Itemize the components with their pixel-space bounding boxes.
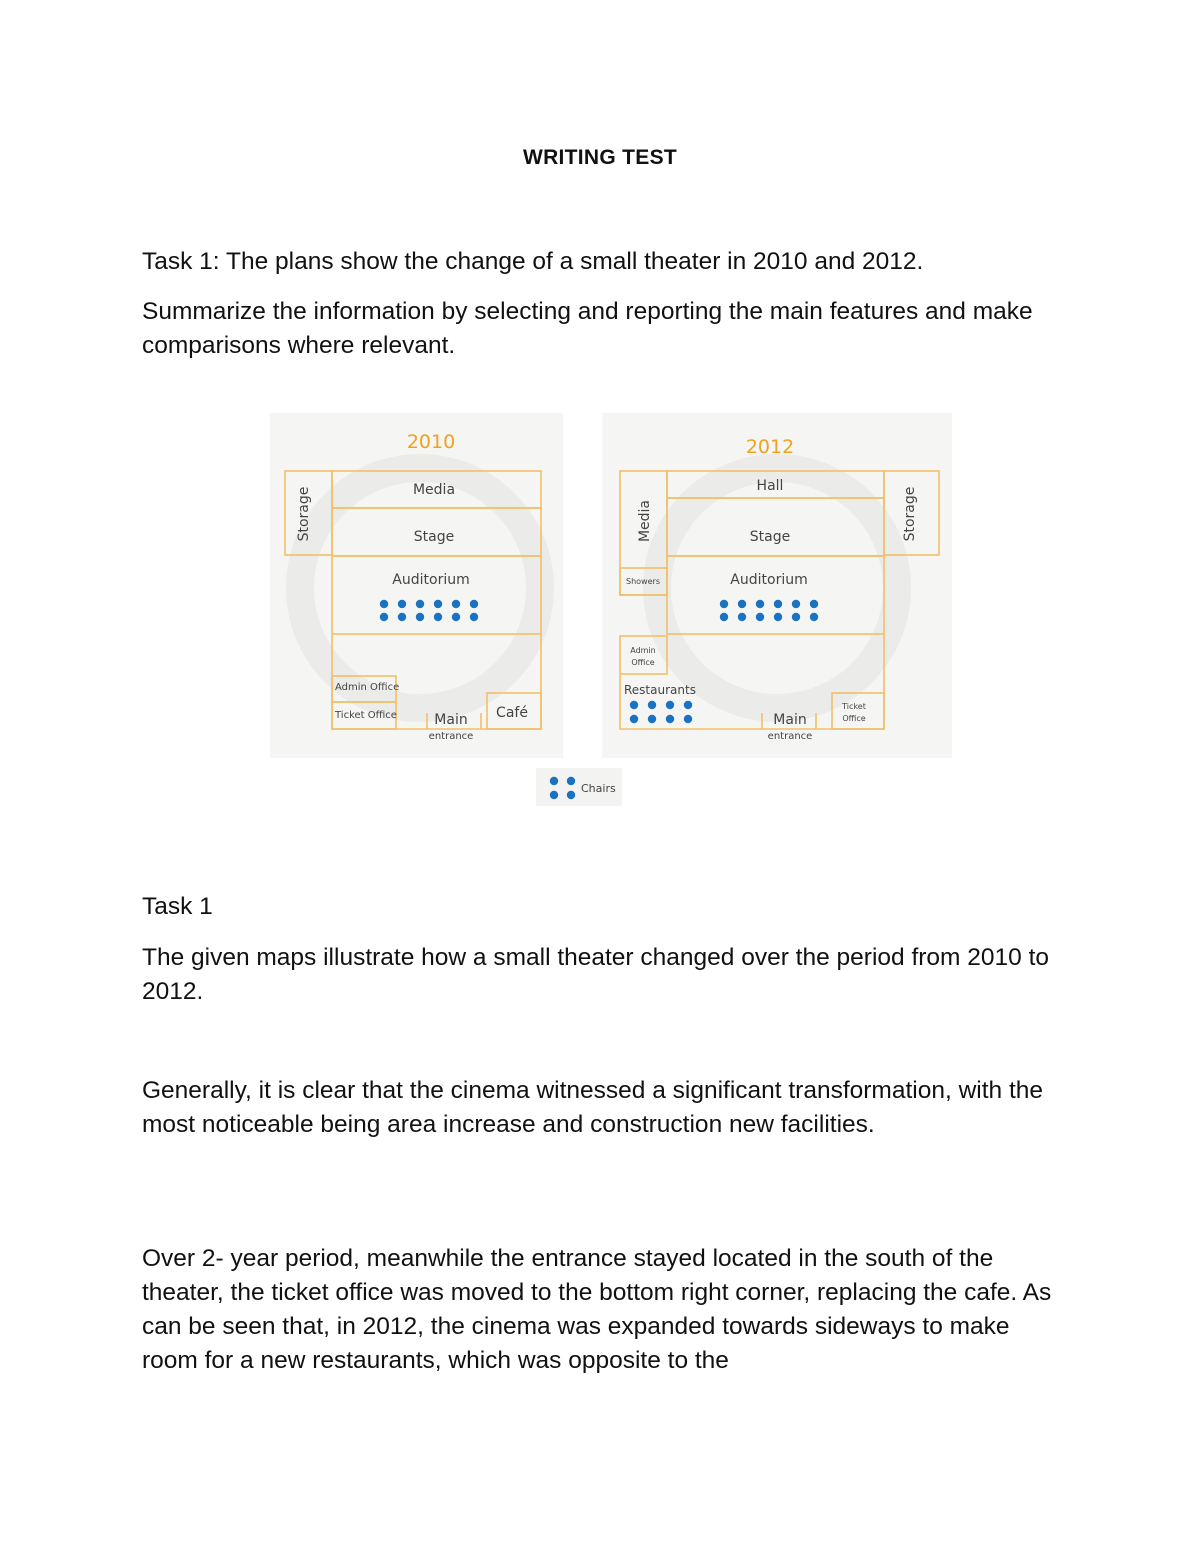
main-label: Main xyxy=(434,712,468,728)
ticket-office-label: Ticket Office xyxy=(335,710,397,721)
chair xyxy=(684,701,692,709)
chair xyxy=(567,777,575,785)
entrance-label: entrance xyxy=(767,731,813,742)
media-label: Media xyxy=(637,499,653,543)
chair xyxy=(774,613,782,621)
auditorium-chairs xyxy=(380,600,478,621)
chair xyxy=(452,613,460,621)
chair xyxy=(792,600,800,608)
chair xyxy=(684,715,692,723)
page-title: WRITING TEST xyxy=(522,146,678,169)
chair xyxy=(756,600,764,608)
chair xyxy=(810,613,818,621)
legend-chair-icon xyxy=(550,777,575,799)
chair xyxy=(810,600,818,608)
auditorium-room xyxy=(332,556,541,634)
entrance-label: entrance xyxy=(428,731,474,742)
chair xyxy=(666,701,674,709)
task-prompt-line1: Task 1: The plans show the change of a small theater in 2010 and 2012. xyxy=(142,248,924,275)
chair xyxy=(434,613,442,621)
showers-label: Showers xyxy=(626,577,660,586)
chair xyxy=(648,701,656,709)
chair xyxy=(738,600,746,608)
chair xyxy=(416,600,424,608)
chair xyxy=(720,600,728,608)
chair xyxy=(630,701,638,709)
admin-office-label-2: Office xyxy=(631,658,655,667)
answer-heading: Task 1 xyxy=(142,893,213,920)
chair xyxy=(792,613,800,621)
chair xyxy=(470,613,478,621)
map-2012-drawing xyxy=(602,413,952,758)
storage-label: Storage xyxy=(902,486,918,542)
chair xyxy=(380,600,388,608)
stage-label: Stage xyxy=(749,529,791,545)
hall-label: Hall xyxy=(756,478,784,494)
legend-drawing xyxy=(536,768,622,806)
chair xyxy=(720,613,728,621)
chair xyxy=(774,600,782,608)
chair xyxy=(398,600,406,608)
task-prompt-line2: Summarize the information by selecting and reporting the main features and make comparisons where relevant. xyxy=(142,298,1033,359)
chair xyxy=(416,613,424,621)
answer-paragraph-1: The given maps illustrate how a small theater changed over the period from 2010 to 2012. xyxy=(142,944,1050,1005)
stage-label: Stage xyxy=(413,529,455,545)
chair xyxy=(756,613,764,621)
chair xyxy=(380,613,388,621)
ticket-office-label-1: Ticket xyxy=(842,702,866,711)
answer-paragraph-2: Generally, it is clear that the cinema witnessed a significant transformation, with the most noticeable being area increase and construction new facilities. xyxy=(142,1077,1044,1138)
auditorium-chairs xyxy=(720,600,818,621)
storage-label: Storage xyxy=(296,486,312,542)
legend-label: Chairs xyxy=(581,782,616,795)
media-label: Media xyxy=(412,482,456,498)
chair xyxy=(550,777,558,785)
map-2012-year: 2012 xyxy=(745,436,795,458)
auditorium-label: Auditorium xyxy=(392,572,470,588)
restaurant-chairs xyxy=(630,701,692,723)
chair xyxy=(567,791,575,799)
watermark-ring xyxy=(300,468,540,708)
chair xyxy=(434,600,442,608)
map-2012 xyxy=(602,413,952,758)
map-2010-year: 2010 xyxy=(406,431,456,453)
auditorium-room xyxy=(667,556,884,634)
main-label: Main xyxy=(773,712,807,728)
map-2010 xyxy=(270,413,563,758)
admin-office-label: Admin Office xyxy=(335,682,400,693)
map-legend xyxy=(536,768,622,806)
chair xyxy=(648,715,656,723)
chair xyxy=(470,600,478,608)
admin-office-label-1: Admin xyxy=(630,646,656,655)
cafe-label: Café xyxy=(496,705,528,721)
auditorium-label: Auditorium xyxy=(730,572,808,588)
map-2010-drawing xyxy=(270,413,563,758)
chair xyxy=(398,613,406,621)
answer-paragraph-3: Over 2- year period, meanwhile the entrance stayed located in the south of the theater, the ticket office was moved to the bottom right corner, replacing the cafe. As can be seen that, in 2012, the cinema was expanded towards sideways to make room for a new restaurants, which was opposite to the xyxy=(142,1245,1052,1374)
chair xyxy=(452,600,460,608)
restaurants-label: Restaurants xyxy=(624,683,696,697)
ticket-office-label-2: Office xyxy=(842,714,866,723)
chair xyxy=(738,613,746,621)
chair xyxy=(550,791,558,799)
chair xyxy=(666,715,674,723)
chair xyxy=(630,715,638,723)
watermark-ring xyxy=(657,468,897,708)
